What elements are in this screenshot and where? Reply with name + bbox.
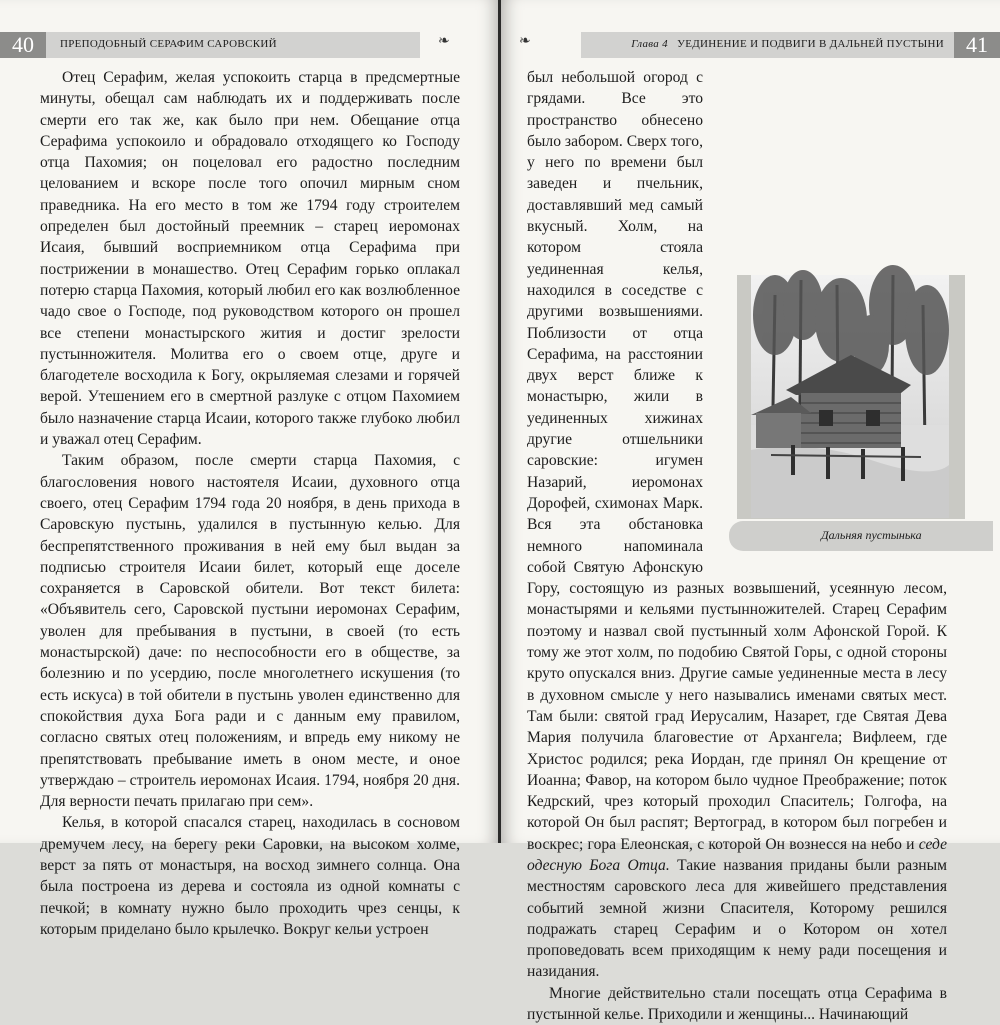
hut-in-forest-image (751, 275, 949, 518)
chapter-title: УЕДИНЕНИЕ И ПОДВИГИ В ДАЛЬНЕЙ ПУСТЫНИ (677, 38, 944, 50)
figure-caption (729, 521, 993, 551)
paragraph-text: был небольшой огород с грядами. Все это пространство обнесено было забором. Сверх того, у него по времени был заведен и пчельник, доставлявший мед самый вкусный. Холм, на котором стояла уединенная келья, находился в соседстве с другими возвышениями. Поблизости от отца Серафима, на расстоянии двух верст ближе к монастырю, жили в уединенных хижинах другие отшельники саровские: игумен Назарий, иеромонах Дорофей, схимонах Марк. Вся эта обстановка немного напоминала собой Святую Афонскую Гору, состоящую из разных возвышений, усеянную лесом, монастырями и кельями пустынножителей. Старец Серафим поэтому и назвал свой пустынный холм Афонской Горой. К тому же этот холм, по подобию Святой Горы, с одной стороны круто опускался вниз. Другие самые уединенные места в лесу в духовном смысле у него назывались именами святых мест. Там были: святой град Иерусалим, Назарет, где Святая Дева Мария получила благовестие от Архангела; Вифлеем, где Христос родился; река Иордан, где принял Он крещение от Иоанна; Фавор, на котором было чудное Преображение; поток Кедрский, чрез который проходил Спаситель; Голгофа, на которой Он был распят; Вертоград, в котором был погребен и воскрес; гора Елеонская, с которой Он вознесся на небо и (527, 69, 947, 853)
paragraph-text: Такие названия приданы были разным местностям саровского леса для живейшего представления событий земной жизни Спасителя, Которому решился подражать старец Серафим и о Котором он хотел проповедовать всем приходящим к нему ради посещения и назидания. (527, 856, 947, 981)
caption-text: Дальняя пустынька (821, 528, 922, 542)
paragraph: Таким образом, после смерти старца Пахомия, с благословения нового настоятеля Исаии, духовного отца своего, отец Серафим 1794 года 20 ноября, в день прихода в Саровскую пустынь, удалился в пустынную келью. Для беспрепятственного проживания в ней ему был выдан за подписью строителя Исаии билет, который еще доселе сохраняется в Саровской обители. Вот текст билета: «Объявитель сего, Саровской пустыни иеромонах Серафим, уволен для пребывания в пустыни, в своей (то есть монастырской) даче: по неспособности его в обществе, за болезнию и по усердию, после многолетнего искушения (то есть искуса) в той обители в пустынь уволен единственно для спокойствия духа Бога ради и с данным ему правилом, согласно святых отец положениям, и впредь ему никому не препятствовать пребывание иметь в оном месте, и оное утверждаю – строитель иеромонах Исаия. 1794, ноября 20 дня. Для верности печать прилагаю при сем». (40, 452, 460, 811)
hermitage-photo (751, 275, 949, 518)
italic-text: седе одесную Бога Отца. (527, 835, 947, 874)
right-running-head (631, 38, 944, 50)
ornament-icon: ❧ (519, 34, 531, 49)
chapter-label: Глава 4 (631, 38, 668, 50)
paragraph: Отец Серафим, желая успокоить старца в предсмертные минуты, обещал сам наблюдать их и поддерживать после смерти его так же, как было при нем. Обещание отца Серафима успокоило и обрадовало отходящего ко Господу отца Пахомия; он поцеловал его радостно последним целованием и вскоре после того опочил мирным сном праведника. На его место в том же 1794 году строителем определен был достойный преемник – старец иеромонах Исаия, бывший восприемником отца Серафима при пострижении в монашество. Отец Серафим горько оплакал потерю старца Пахомия, который любил его как возлюбленное чадо свое о Господе, под руководством которого он прошел все степени монастырского жития и достиг зрелости пустынножителя. Молитва его о своем отце, друге и благодетеле восходила к Богу, окрыляемая слезами и горячей верой. Утешением его в смертной разлуке с отцом Пахомием было назначение старца Исаии, которого также глубоко любил и уважал отец Серафим. (40, 69, 460, 449)
paragraph: Келья, в которой спасался старец, находилась в сосновом дремучем лесу, на берегу реки Саровки, на высоком холме, верст за пять от монастыря, на восход зимнего солнца. Она была построена из дерева и состояла из одной комнаты с печкой; в комнату нужно было проходить чрез сенцы, к которым приделано было крылечко. Вокруг кельи устроен (40, 814, 460, 938)
figure (737, 275, 965, 519)
right-page-number: 41 (954, 32, 1000, 58)
left-page-number: 40 (0, 32, 46, 58)
left-page (0, 0, 499, 938)
ornament-icon: ❧ (438, 34, 450, 49)
right-page (501, 0, 1000, 1024)
left-running-head: ПРЕПОДОБНЫЙ СЕРАФИМ САРОВСКИЙ (60, 38, 277, 50)
left-body-text (40, 67, 460, 940)
paragraph: Многие действительно стали посещать отца Серафима в пустынной келье. Приходили и женщины... Начинающий (527, 984, 947, 1024)
